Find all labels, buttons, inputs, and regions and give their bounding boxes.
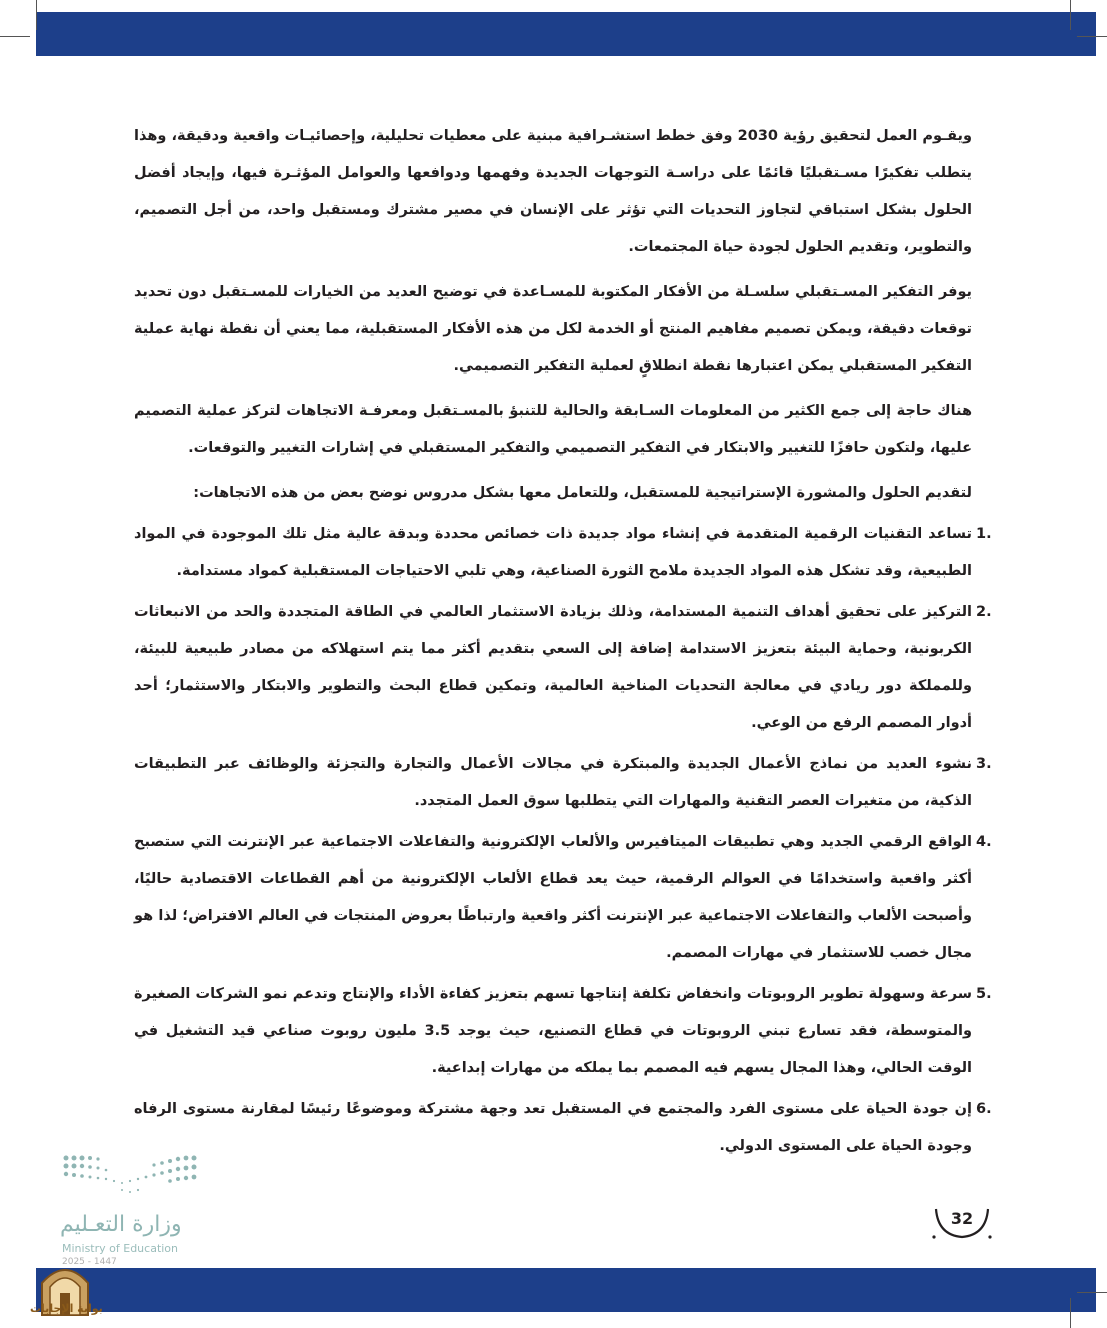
paragraph-vision: ويقـوم العمل لتحقيق رؤية 2030 وفق خطط استشـرافية مبنية على معطيات تحليلية، وإحصائيـات واقعية ودقيقة، وهذا يتطلب تفكيرًا مسـتقبليًا قائمًا على دراسـة التوجهات الجديدة وفهمها ودوافعها والعوامل المؤثـرة فيها، وإيجاد أفضل الحلول بشكل استباقي لتجاوز التحديات التي تؤثر على الإنسان في مصير مشترك ومستقبل واحد، من أجل التصميم، والتطوير، وتقديم الحلول لجودة حياة المجتمعات. bbox=[134, 128, 972, 255]
crop-mark bbox=[36, 0, 37, 30]
ministry-name-english: Ministry of Education bbox=[62, 1242, 179, 1255]
item-number: 2. bbox=[976, 604, 992, 620]
crop-mark bbox=[0, 36, 30, 37]
crop-mark bbox=[1077, 1292, 1107, 1293]
page-number-badge bbox=[930, 1205, 994, 1243]
item-text: تساعد التقنيات الرقمية المتقدمة في إنشاء مواد جديدة ذات خصائص محددة وبدقة عالية مثل تلك الموجودة في المواد الطبيعية، وقد تشكل هذه المواد الجديدة ملامح الثورة الصناعية، وهي تلبي الاحتياجات المستقبلية كمواد مستدامة. bbox=[134, 526, 972, 579]
item-text: نشوء العديد من نماذج الأعمال الجديدة والمبتكرة في مجالات الأعمال والتجارة والتجزئة والوظائف عبر التطبيقات الذكية، من متغيرات العصر التقنية والمهارات التي يتطلبها سوق العمل المتجدد. bbox=[134, 756, 972, 809]
item-number: 4. bbox=[976, 834, 992, 850]
page-number: 32 bbox=[950, 1209, 974, 1228]
list-item bbox=[134, 824, 992, 972]
edition-year: 2025 - 1447 bbox=[62, 1257, 117, 1267]
ministry-name-arabic: وزارة التعـليم bbox=[60, 1212, 182, 1237]
item-number: 5. bbox=[976, 986, 992, 1002]
crop-mark bbox=[1077, 36, 1107, 37]
page-content bbox=[134, 118, 992, 1169]
trends-intro: لتقديم الحلول والمشورة الإستراتيجية للمستقبل، وللتعامل معها بشكل مدروس نوضح بعض من هذه الاتجاهات: bbox=[193, 485, 972, 501]
list-item bbox=[134, 746, 992, 820]
crop-mark bbox=[1070, 1298, 1071, 1328]
paragraph-information: هناك حاجة إلى جمع الكثير من المعلومات السـابقة والحالية للتنبؤ بالمسـتقبل ومعرفـة الاتجاهات لتركز عملية التصميم عليها، ولتكون حافزًا للتغيير والابتكار في التفكير التصميمي والتفكير المستقبلي في إشارات التغيير والتوقعات. bbox=[134, 403, 972, 456]
item-text: الواقع الرقمي الجديد وهي تطبيقات الميتافيرس والألعاب الإلكترونية والتفاعلات الاجتماعية عبر الإنترنت التي ستصبح أكثر واقعية واستخدامًا في العوالم الرقمية، حيث يعد قطاع الألعاب الإلكترونية من أهم القطاعات الاقتصادية حاليًا، وأصبحت الألعاب والتفاعلات الاجتماعية عبر الإنترنت أكثر واقعية وارتباطًا بعروض المنتجات في العالم الافتراض؛ لذا هو مجال خصب للاستثمار في مهارات المصمم. bbox=[134, 834, 972, 961]
trends-list bbox=[134, 516, 992, 1165]
list-item bbox=[134, 594, 992, 742]
footer-band bbox=[36, 1268, 1096, 1312]
item-text: سرعة وسهولة تطوير الروبوتات وانخفاض تكلفة إنتاجها تسهم بتعزيز كفاءة الأداء والإنتاج وتدعم نمو الشركات الصغيرة والمتوسطة، فقد تسارع تبني الروبوتات في قطاع التصنيع، حيث يوجد 3.5 مليون روبوت صناعي قيد التشغيل في الوقت الحالي، وهذا المجال يسهم فيه المصمم بما يملكه من مهارات إبداعية. bbox=[134, 986, 973, 1076]
portal-watermark-text: بوابة الإجابات bbox=[30, 1302, 103, 1315]
item-text: إن جودة الحياة على مستوى الفرد والمجتمع في المستقبل تعد وجهة مشتركة وموضوعًا رئيسًا لمقارنة مستوى الرفاه وجودة الحياة على المستوى الدولي. bbox=[134, 1101, 972, 1154]
ministry-logo-icon bbox=[58, 1150, 208, 1210]
list-item bbox=[134, 1091, 992, 1165]
item-text: التركيز على تحقيق أهداف التنمية المستدامة، وذلك بزيادة الاستثمار العالمي في الطاقة المتجددة والحد من الانبعاثات الكربونية، وحماية البيئة بتعزيز الاستدامة إضافة إلى السعي بتقديم أكثر مما يتم استهلاكه من مصادر طبيعية للبيئة، وللمملكة دور ريادي في معالجة التحديات المناخية العالمية، وتمكين قطاع البحث والتطوير والابتكار والاستثمار؛ أحد أدوار المصمم الرفع من الوعي. bbox=[134, 604, 972, 731]
list-item bbox=[134, 976, 992, 1087]
paragraph-future-thinking: يوفر التفكير المسـتقبلي سلسـلة من الأفكار المكتوبة للمسـاعدة في توضيح العديد من الخيارات للمسـتقبل دون تحديد توقعات دقيقة، ويمكن تصميم مفاهيم المنتج أو الخدمة لكل من هذه الأفكار المستقبلية، مما يعني أن نقطة نهاية عملية التفكير المستقبلي يمكن اعتبارها نقطة انطلاقٍ لعملية التفكير التصميمي. bbox=[134, 284, 972, 374]
list-item bbox=[134, 516, 992, 590]
crop-mark bbox=[1070, 0, 1071, 30]
item-number: 1. bbox=[976, 526, 992, 542]
item-number: 3. bbox=[976, 756, 992, 772]
header-band bbox=[36, 12, 1096, 56]
item-number: 6. bbox=[976, 1101, 992, 1117]
